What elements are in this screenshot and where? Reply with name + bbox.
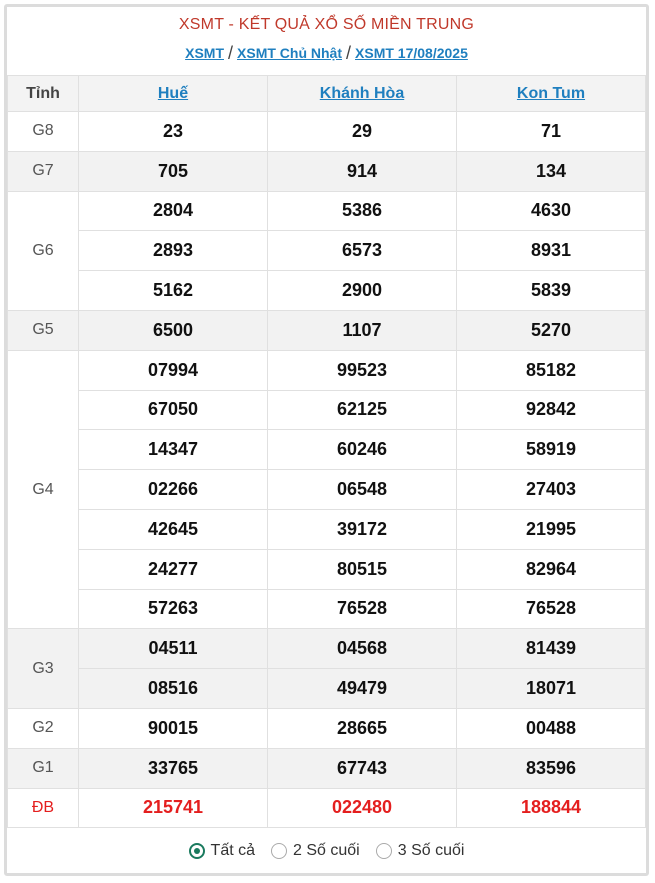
- breadcrumb-xsmt-date[interactable]: XSMT 17/08/2025: [355, 45, 468, 61]
- prize-number: 42645: [79, 509, 268, 549]
- prize-number: 6573: [268, 231, 457, 271]
- filter-2-digits-label: 2 Số cuối: [293, 842, 360, 860]
- prize-number: 5270: [457, 310, 646, 350]
- prize-number: 5162: [79, 271, 268, 311]
- digit-filter: [7, 828, 646, 874]
- prize-number: 24277: [79, 549, 268, 589]
- results-header: [7, 7, 646, 75]
- prize-number: 27403: [457, 470, 646, 510]
- prize-number: 18071: [457, 669, 646, 709]
- table-row: [8, 310, 646, 350]
- prize-label: G4: [8, 350, 79, 629]
- prize-number: 2893: [79, 231, 268, 271]
- filter-3-digits-label: 3 Số cuối: [397, 842, 465, 860]
- prize-number: 99523: [268, 350, 457, 390]
- prize-number: 07994: [79, 350, 268, 390]
- prize-number: 5839: [457, 271, 646, 311]
- prize-number: 76528: [457, 589, 646, 629]
- prize-label: ĐB: [8, 788, 79, 828]
- province-link-kon-tum[interactable]: Kon Tum: [516, 84, 586, 102]
- table-row: [8, 350, 646, 390]
- table-row: [8, 112, 646, 152]
- table-row: [8, 589, 646, 629]
- prize-label: G5: [8, 310, 79, 350]
- prize-number: 4630: [457, 191, 646, 231]
- column-header-province: Tỉnh: [8, 76, 79, 112]
- province-link-khanh-hoa[interactable]: Khánh Hòa: [319, 84, 405, 102]
- table-row: [8, 430, 646, 470]
- table-row: [8, 191, 646, 231]
- prize-number: 8931: [457, 231, 646, 271]
- prize-number: 28665: [268, 708, 457, 748]
- table-row: [8, 271, 646, 311]
- table-row: [8, 549, 646, 589]
- table-row: [8, 390, 646, 430]
- table-row: [8, 151, 646, 191]
- prize-number: 82964: [457, 549, 646, 589]
- page-title: XSMT - KẾT QUẢ XỔ SỐ MIỀN TRUNG: [178, 16, 475, 33]
- prize-label: G3: [8, 629, 79, 709]
- prize-number: 49479: [268, 669, 457, 709]
- prize-number: 60246: [268, 430, 457, 470]
- prize-number: 67743: [268, 748, 457, 788]
- prize-number: 57263: [79, 589, 268, 629]
- prize-number: 08516: [79, 669, 268, 709]
- breadcrumb-xsmt[interactable]: XSMT: [185, 45, 224, 61]
- prize-number: 022480: [268, 788, 457, 828]
- prize-number: 33765: [79, 748, 268, 788]
- prize-number: 67050: [79, 390, 268, 430]
- results-table: [7, 75, 646, 828]
- prize-number: 83596: [457, 748, 646, 788]
- breadcrumb: [7, 43, 646, 64]
- prize-number: 6500: [79, 310, 268, 350]
- prize-number: 5386: [268, 191, 457, 231]
- prize-number: 58919: [457, 430, 646, 470]
- filter-3-digits-radio[interactable]: [376, 842, 465, 860]
- results-card: [4, 4, 649, 876]
- prize-number: 71: [457, 112, 646, 152]
- radio-selected-icon: [189, 843, 205, 859]
- prize-number: 188844: [457, 788, 646, 828]
- prize-label: G2: [8, 708, 79, 748]
- prize-number: 81439: [457, 629, 646, 669]
- prize-number: 2804: [79, 191, 268, 231]
- prize-number: 29: [268, 112, 457, 152]
- prize-number: 62125: [268, 390, 457, 430]
- prize-number: 1107: [268, 310, 457, 350]
- prize-number: 705: [79, 151, 268, 191]
- prize-number: 134: [457, 151, 646, 191]
- prize-number: 914: [268, 151, 457, 191]
- table-row: [8, 788, 646, 828]
- prize-number: 06548: [268, 470, 457, 510]
- prize-number: 14347: [79, 430, 268, 470]
- prize-number: 02266: [79, 470, 268, 510]
- prize-number: 04511: [79, 629, 268, 669]
- prize-label: G8: [8, 112, 79, 152]
- breadcrumb-xsmt-chu-nhat[interactable]: XSMT Chủ Nhật: [237, 45, 343, 61]
- prize-number: 00488: [457, 708, 646, 748]
- prize-number: 92842: [457, 390, 646, 430]
- table-row: [8, 470, 646, 510]
- prize-number: 39172: [268, 509, 457, 549]
- prize-number: 215741: [79, 788, 268, 828]
- breadcrumb-separator: /: [228, 43, 234, 63]
- prize-number: 21995: [457, 509, 646, 549]
- prize-label: G6: [8, 191, 79, 310]
- column-header-kon-tum: [457, 76, 646, 112]
- prize-label: G1: [8, 748, 79, 788]
- radio-empty-icon: [376, 843, 392, 859]
- prize-number: 80515: [268, 549, 457, 589]
- prize-number: 85182: [457, 350, 646, 390]
- table-row: [8, 629, 646, 669]
- filter-all-radio[interactable]: [189, 842, 255, 860]
- results-body: [8, 112, 646, 828]
- table-row: [8, 669, 646, 709]
- table-row: [8, 748, 646, 788]
- province-link-hue[interactable]: Huế: [157, 84, 189, 102]
- breadcrumb-separator: /: [346, 43, 352, 63]
- radio-empty-icon: [271, 843, 287, 859]
- prize-number: 90015: [79, 708, 268, 748]
- table-row: [8, 509, 646, 549]
- filter-2-digits-radio[interactable]: [271, 842, 360, 860]
- column-header-hue: [79, 76, 268, 112]
- table-row: [8, 231, 646, 271]
- prize-number: 76528: [268, 589, 457, 629]
- table-row: [8, 708, 646, 748]
- filter-all-label: Tất cả: [210, 842, 256, 860]
- prize-label: G7: [8, 151, 79, 191]
- prize-number: 23: [79, 112, 268, 152]
- prize-number: 04568: [268, 629, 457, 669]
- column-header-khanh-hoa: [268, 76, 457, 112]
- prize-number: 2900: [268, 271, 457, 311]
